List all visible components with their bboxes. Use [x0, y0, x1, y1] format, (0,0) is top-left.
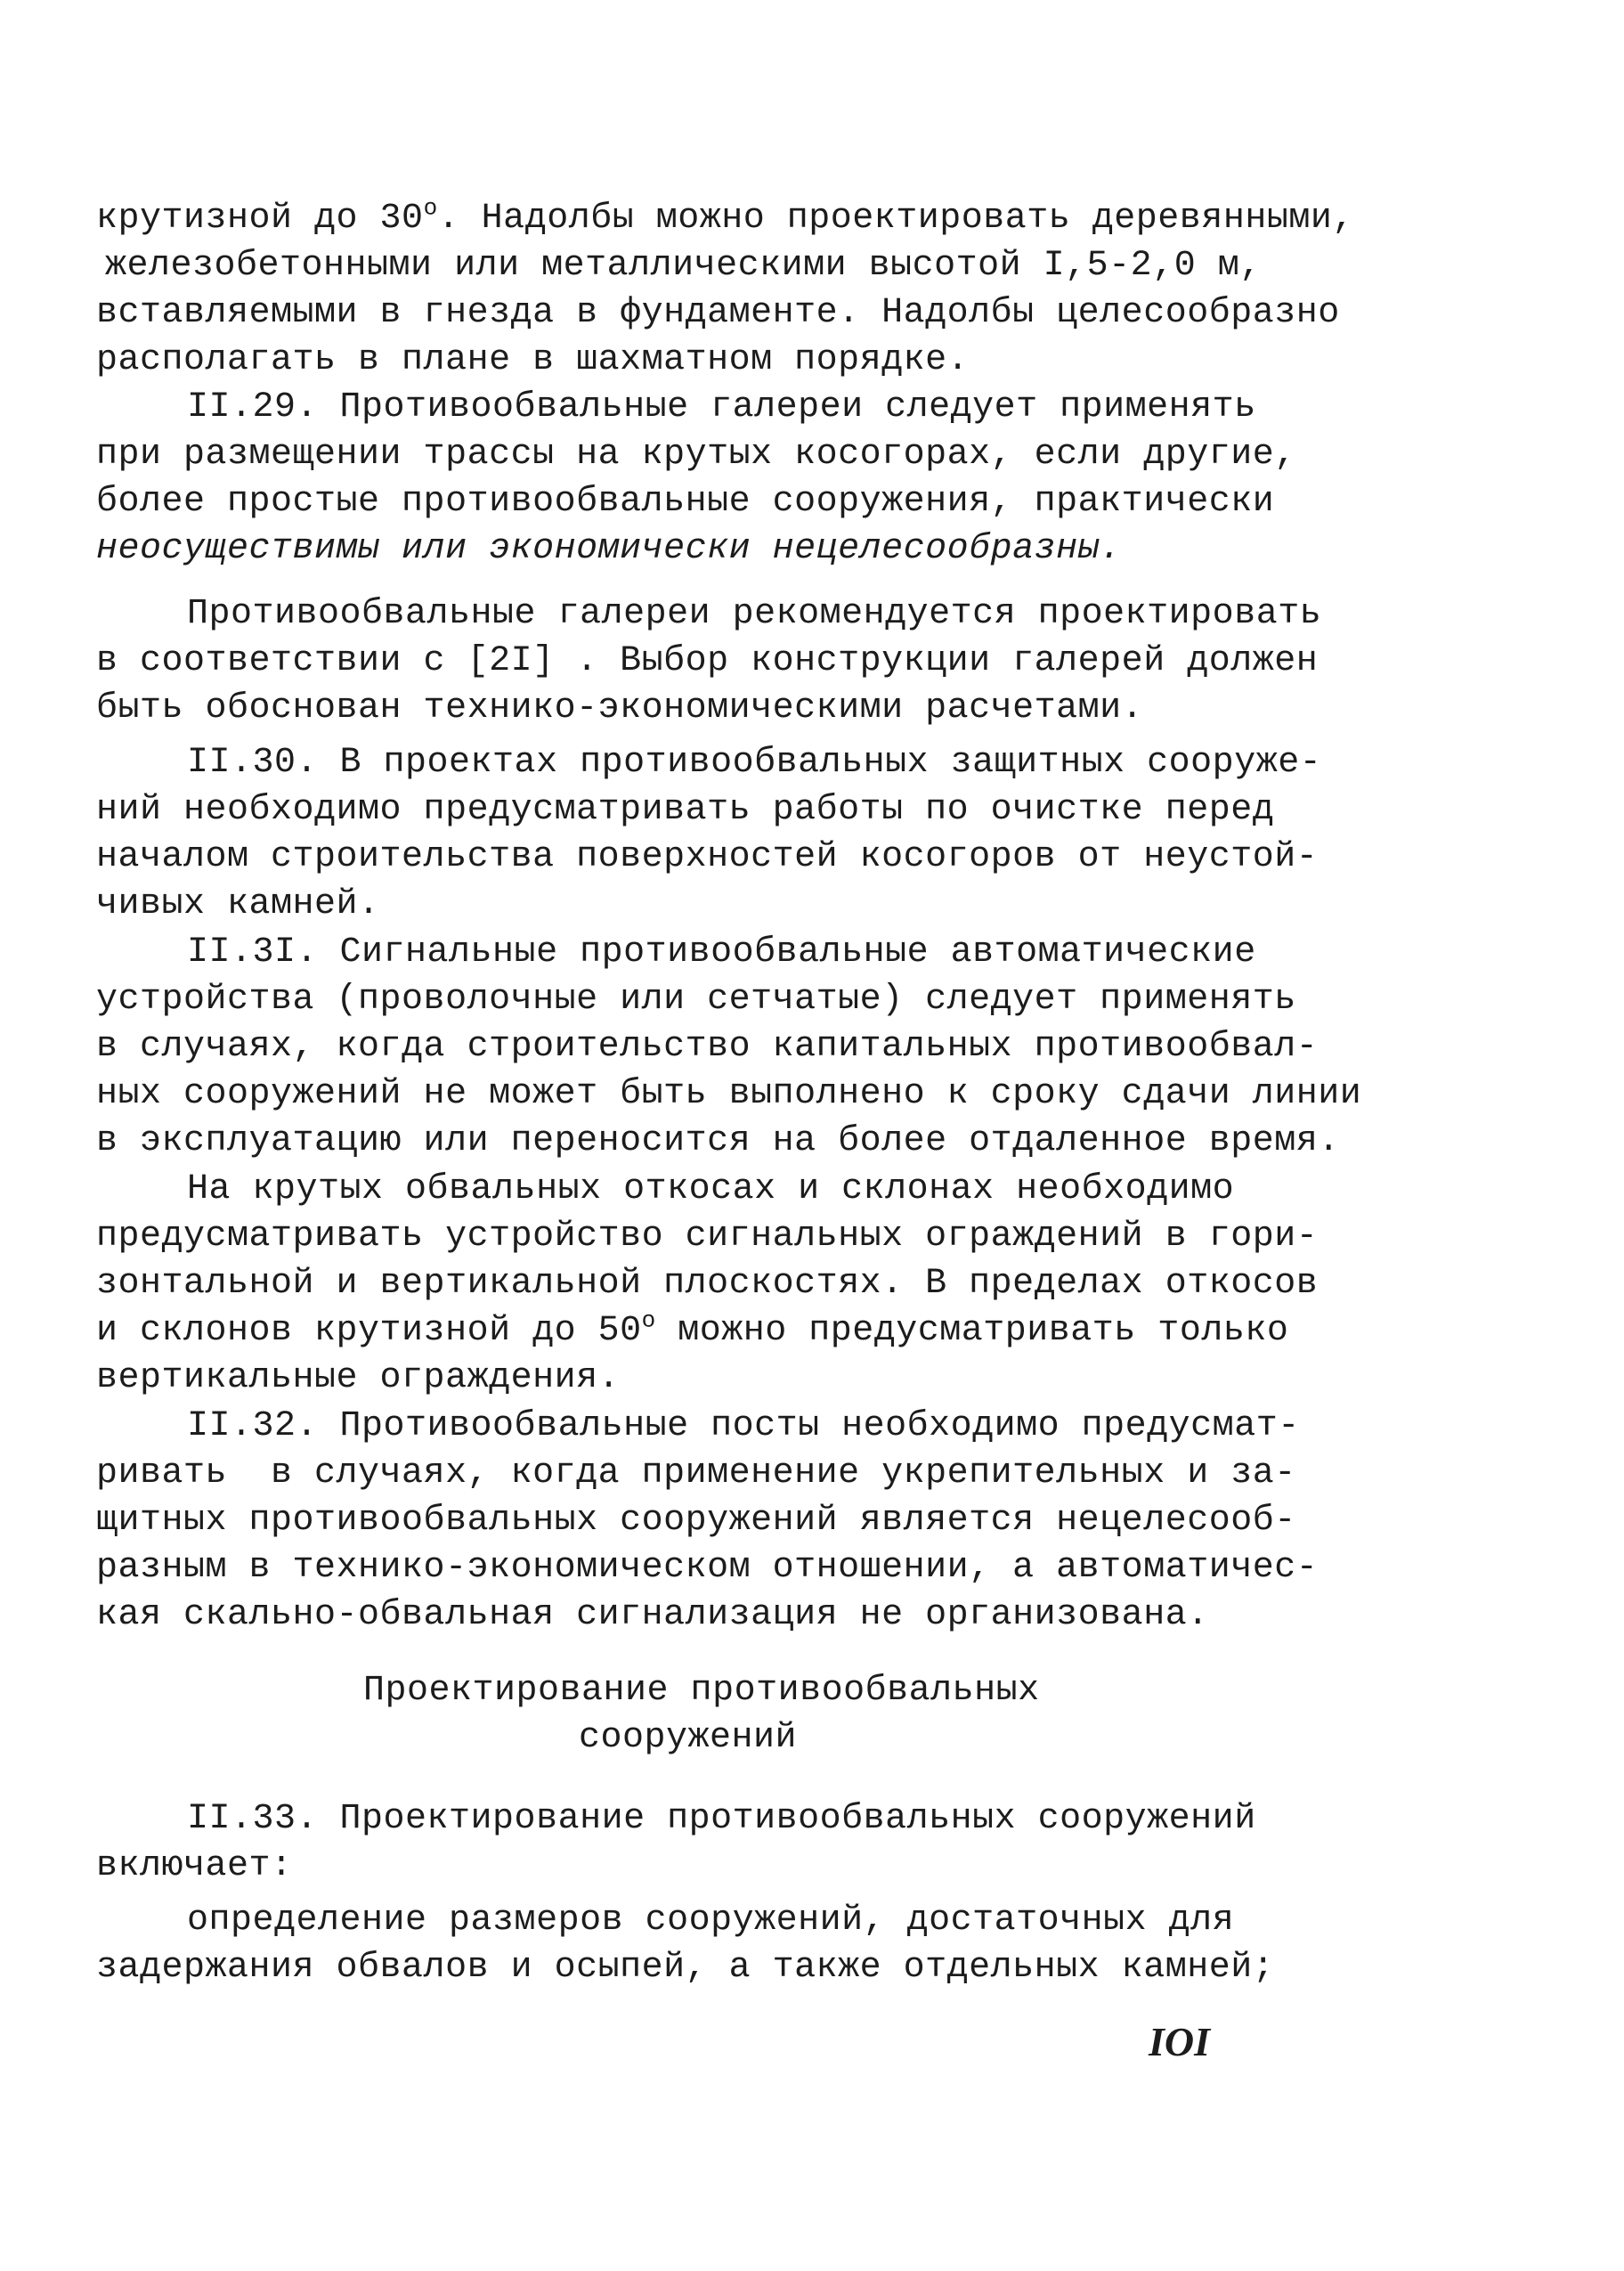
text-line: включает: [96, 1846, 293, 1886]
text-line: в соответствии с [2I] . Выбор конструкции галерей должен [96, 641, 1319, 681]
text-line: На крутых обвальных откосах и склонах необходимо [187, 1169, 1235, 1209]
text-line: II.29. Противообвальные галереи следует применять [187, 387, 1256, 427]
text-line: щитных противообвальных сооружений является нецелесооб- [96, 1501, 1296, 1541]
text-line: устройства (проволочные или сетчатые) следует применять [96, 980, 1296, 1020]
text-line: II.3I. Сигнальные противообвальные автоматические [187, 932, 1256, 973]
text-line: II.33. Проектирование противообвальных сооружений [187, 1799, 1256, 1839]
text-line: ных сооружений не может быть выполнено к сроку сдачи линии [96, 1074, 1362, 1114]
section-heading: сооружений [579, 1718, 798, 1758]
text-line: чивых камней. [96, 884, 380, 924]
text-line: зонтальной и вертикальной плоскостях. В пределах откосов [96, 1264, 1319, 1304]
page-number: IOI [1149, 2019, 1211, 2064]
text-line: в эксплуатацию или переносится на более отдаленное время. [96, 1121, 1340, 1161]
text-line: задержания обвалов и осыпей, а также отдельных камней; [96, 1948, 1275, 1988]
degree-superscript: о [423, 194, 438, 222]
text-line: Противообвальные галереи рекомендуется проектировать [187, 594, 1322, 634]
text-line: предусматривать устройство сигнальных ограждений в гори- [96, 1217, 1319, 1257]
text-line: и склонов крутизной до $50^о$ можно предусматривать только [96, 1306, 1289, 1351]
text-line: быть обоснован технико-экономическими расчетами. [96, 688, 1144, 729]
text-line: железобетонными или металлическими высотой I,5-2,0 м, [105, 246, 1262, 286]
text-line: началом строительства поверхностей косогоров от неустой- [96, 837, 1319, 877]
text-line: располагать в плане в шахматном порядке. [96, 340, 970, 380]
text-line: в случаях, когда строительство капитальных противообвал- [96, 1027, 1319, 1067]
text-line: II.30. В проектах противообвальных защитных сооруже- [187, 743, 1322, 783]
text-line: при размещении трассы на крутых косогорах, если другие, [96, 435, 1296, 475]
section-heading: Проектирование противообвальных [363, 1671, 1040, 1711]
text-line: вертикальные ограждения. [96, 1358, 621, 1398]
text-line: неосуществимы или экономически нецелесообразны. [96, 529, 1122, 569]
text-line: II.32. Противообвальные посты необходимо предусмат- [187, 1406, 1300, 1446]
text-line: определение размеров сооружений, достаточных для [187, 1901, 1235, 1941]
text-line: более простые противообвальные сооружения, практически [96, 482, 1275, 522]
text-line: вставляемыми в гнезда в фундаменте. Надолбы целесообразно [96, 293, 1340, 333]
text-line: крутизной до $30^о$. Надолбы можно проектировать деревянными, [96, 194, 1354, 239]
text-line: разным в технико-экономическом отношении, а автоматичес- [96, 1548, 1319, 1588]
degree-superscript: о [641, 1306, 656, 1334]
text-line: ривать в случаях, когда применение укрепительных и за- [96, 1453, 1296, 1494]
text-line: кая скально-обвальная сигнализация не организована. [96, 1595, 1209, 1635]
text-line: ний необходимо предусматривать работы по очистке перед [96, 790, 1275, 830]
